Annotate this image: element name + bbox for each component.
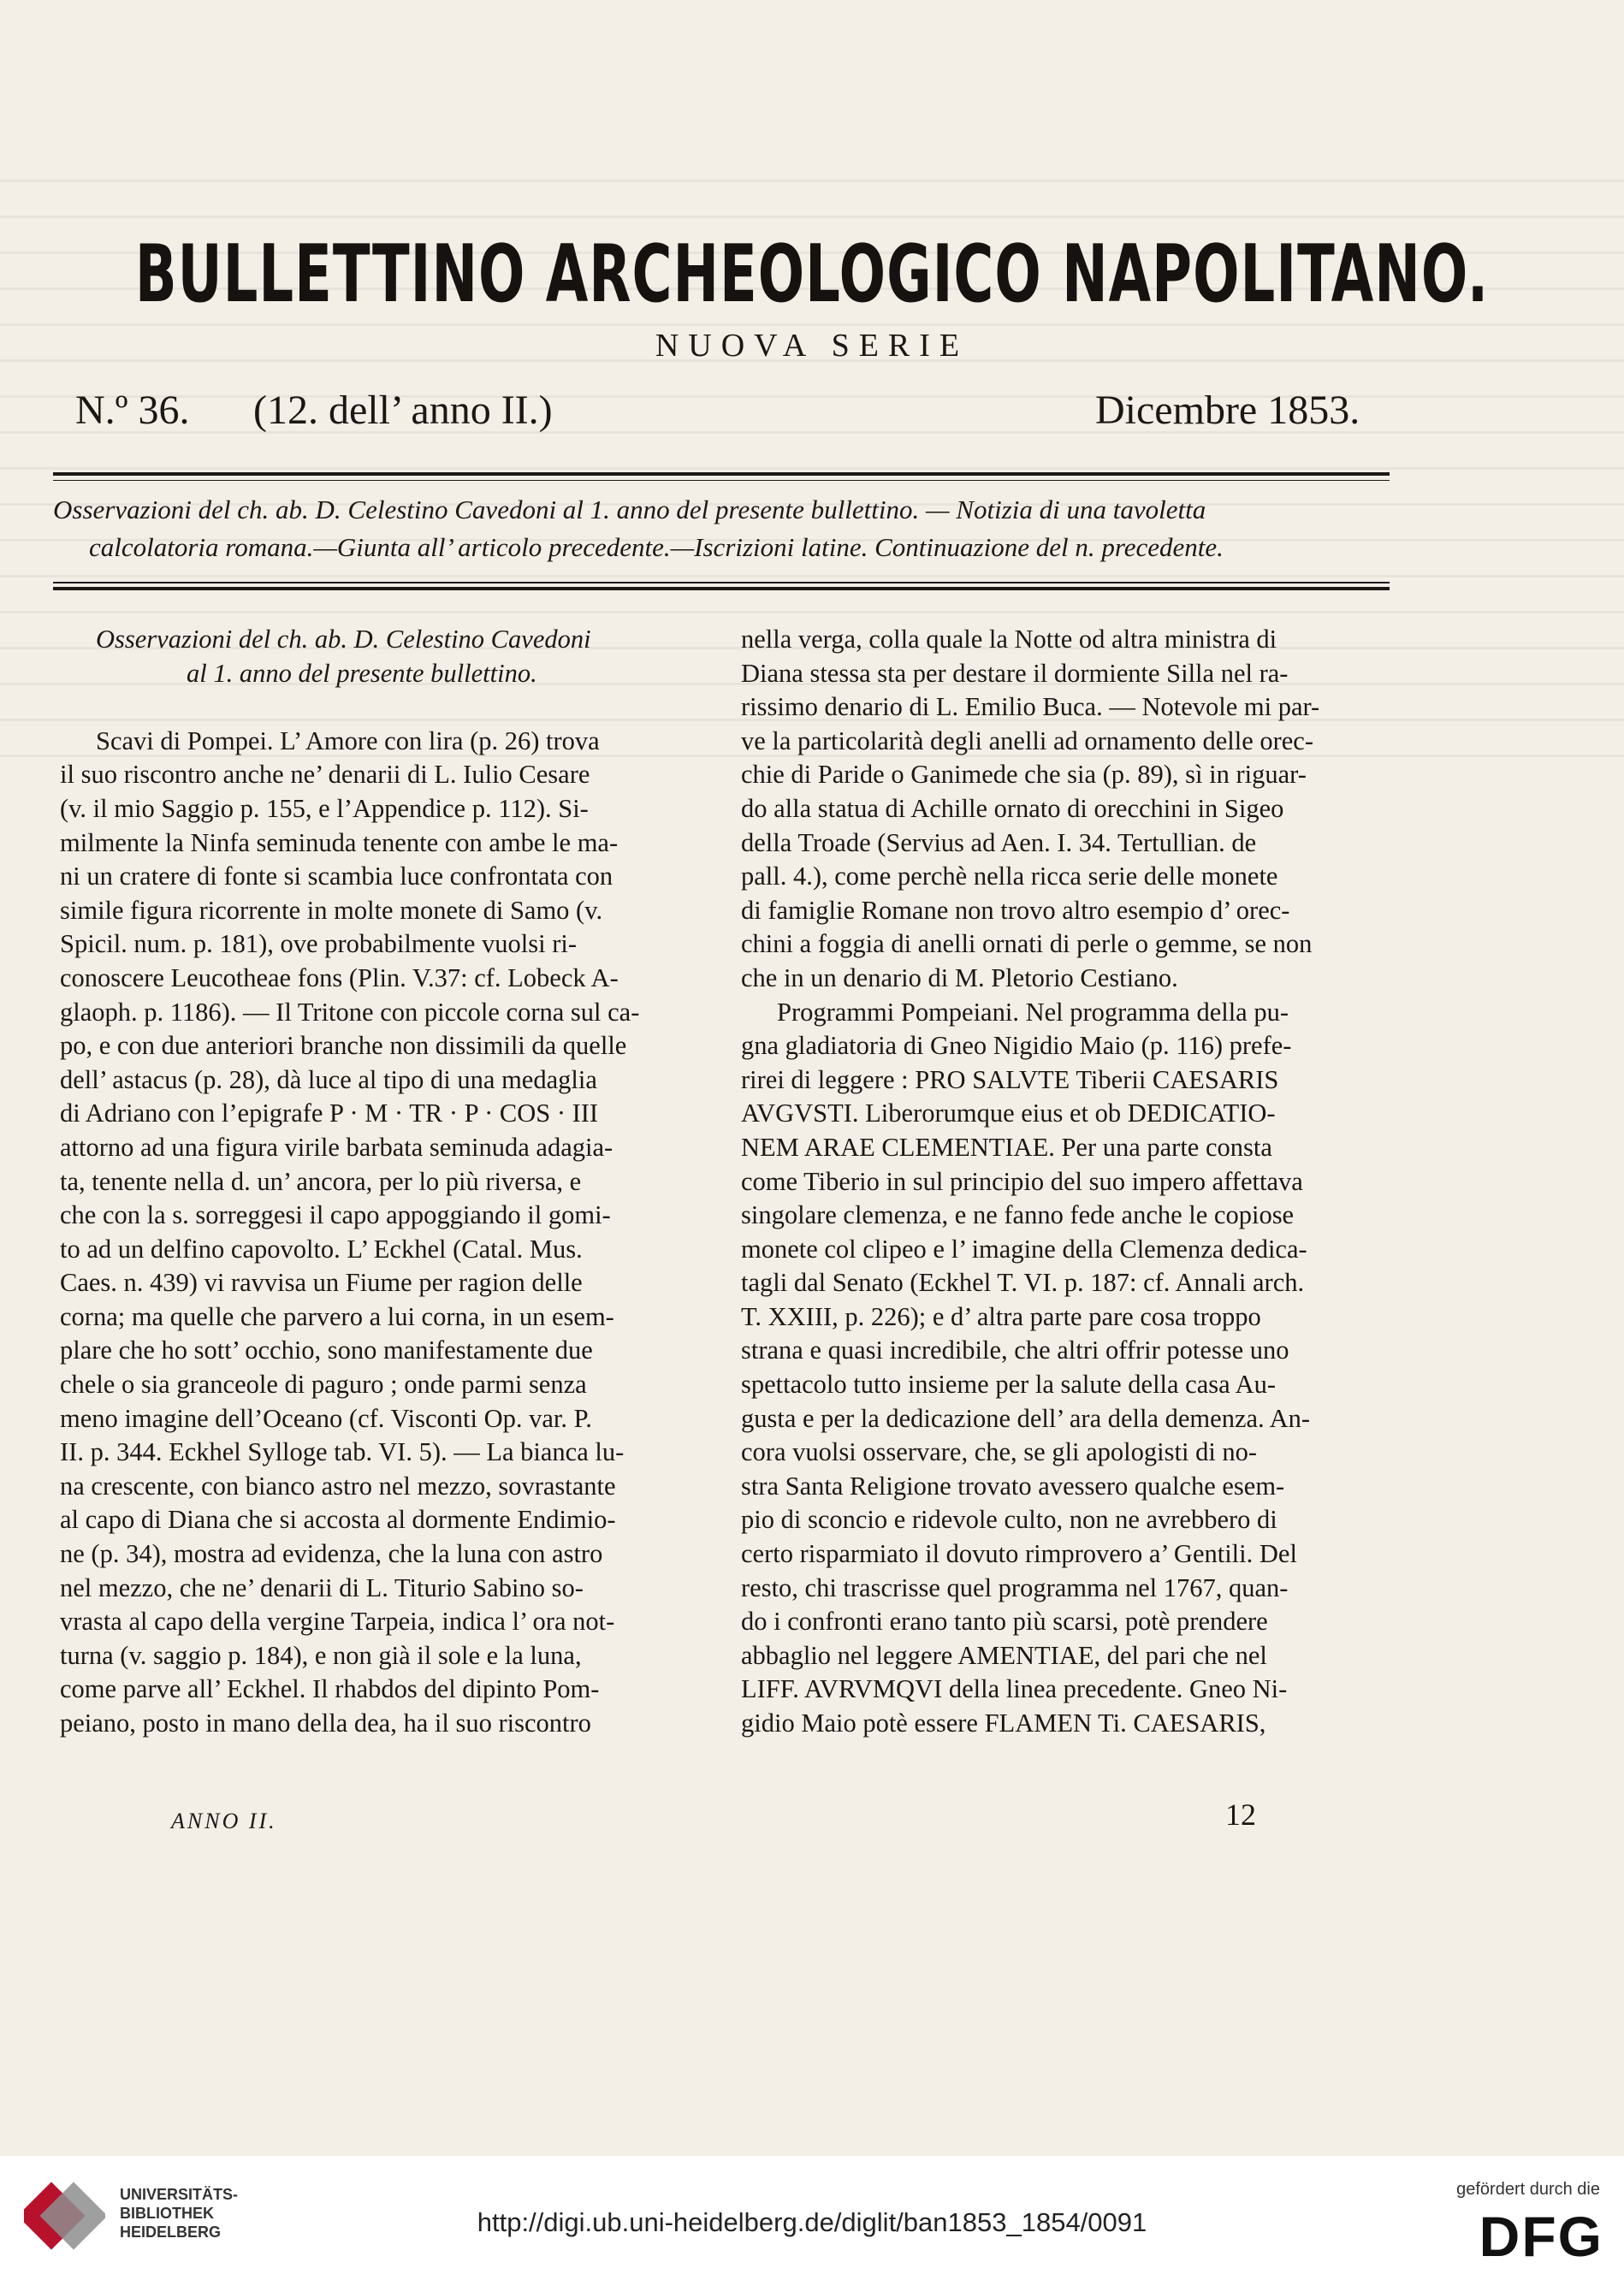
text-line: monete col clipeo e l’ imagine della Clemenza dedica-: [741, 1234, 1307, 1264]
text-line: che con la s. sorreggesi il capo appoggiando il gomi-: [60, 1200, 611, 1230]
text-line: nella verga, colla quale la Notte od altra ministra di: [741, 625, 1277, 654]
text-line: che in un denario di M. Pletorio Cestiano.: [741, 962, 1178, 992]
text-line: dell’ astacus (p. 28), dà luce al tipo di una medaglia: [60, 1064, 597, 1094]
dfg-logo: DFG: [1479, 2205, 1603, 2268]
issue-year: (12. dell’ anno II.): [253, 388, 553, 433]
text-line: nel mezzo, che ne’ denarii di L. Titurio Sabino so-: [60, 1572, 584, 1602]
text-line: al capo di Diana che si accosta al dormente Endimio-: [60, 1505, 616, 1535]
summary-line-1: Osservazioni del ch. ab. D. Celestino Cavedoni al 1. anno del presente bullettino. — Notizia di una tavoletta: [53, 494, 1206, 524]
text-line: na crescente, con bianco astro nel mezzo, sovrastante: [60, 1471, 616, 1501]
library-name-line: UNIVERSITÄTS-: [120, 2186, 239, 2203]
masthead-subtitle: NUOVA SERIE: [655, 328, 969, 364]
text-line: milmente la Ninfa seminuda tenente con ambe le ma-: [60, 827, 619, 857]
text-line: al 1. anno del presente bullettino.: [187, 658, 537, 688]
rule-bottom-thin: [53, 582, 1390, 583]
rule-top-thick: [53, 472, 1390, 476]
text-line: di famiglie Romane non trovo altro esempio d’ orec-: [741, 895, 1290, 925]
issue-number: N.º 36.: [75, 388, 190, 433]
text-line: Programmi Pompeiani. Nel programma della pu-: [777, 997, 1289, 1027]
text-line: Spicil. num. p. 181), ove probabilmente vuolsi ri-: [60, 929, 577, 959]
text-line: corna; ma quelle che parvero a lui corna, in un esem-: [60, 1301, 614, 1331]
text-line: resto, chi trascrisse quel programma nel 1767, quan-: [741, 1572, 1289, 1602]
text-line: ta, tenente nella d. un’ ancora, per lo più riversa, e: [60, 1166, 582, 1196]
text-line: Osservazioni del ch. ab. D. Celestino Cavedoni: [96, 625, 591, 654]
text-line: stra Santa Religione trovato avessero qualche esem-: [741, 1471, 1285, 1501]
text-line: do alla statua di Achille ornato di orecchini in Sigeo: [741, 793, 1284, 823]
text-line: abbaglio nel leggere AMENTIAE, del pari che nel: [741, 1640, 1267, 1670]
library-name-line: HEIDELBERG: [120, 2224, 222, 2241]
text-line: gusta e per la dedicazione dell’ ara della demenza. An-: [741, 1403, 1311, 1433]
text-line: NEM ARAE CLEMENTIAE. Per una parte consta: [741, 1132, 1272, 1162]
text-line: LIFF. AVRVMQVI della linea precedente. Gneo Ni-: [741, 1674, 1288, 1704]
text-line: singolare clemenza, e ne fanno fede anche le copiose: [741, 1200, 1295, 1230]
text-line: tagli dal Senato (Eckhel T. VI. p. 187: cf. Annali arch.: [741, 1268, 1305, 1298]
text-line: simile figura ricorrente in molte monete di Samo (v.: [60, 895, 603, 925]
text-line: spettacolo tutto insieme per la salute della casa Au-: [741, 1370, 1277, 1400]
text-line: AVGVSTI. Liberorumque eius et ob DEDICATIO-: [741, 1099, 1276, 1128]
text-line: rirei di leggere : PRO SALVTE Tiberii CAESARIS: [741, 1064, 1279, 1094]
masthead-title: BULLETTINO ARCHEOLOGICO NAPOLITANO.: [134, 229, 1490, 322]
library-name-line: BIBLIOTHEK: [120, 2205, 214, 2222]
text-line: pall. 4.), come perchè nella ricca serie delle monete: [741, 862, 1278, 891]
text-line: Diana stessa sta per destare il dormiente Silla nel ra-: [741, 658, 1289, 688]
text-line: Scavi di Pompei. L’ Amore con lira (p. 26) trova: [96, 725, 600, 755]
text-line: chele o sia granceole di paguro ; onde parmi senza: [60, 1370, 587, 1400]
text-line: gna gladiatoria di Gneo Nigidio Maio (p. 116) prefe-: [741, 1031, 1292, 1061]
signature-mark: ANNO II.: [171, 1809, 277, 1833]
text-line: come parve all’ Eckhel. Il rhabdos del dipinto Pom-: [60, 1674, 600, 1704]
text-line: ni un cratere di fonte si scambia luce confrontata con: [60, 862, 613, 891]
permalink-url[interactable]: http://digi.ub.uni-heidelberg.de/diglit/ban1853_1854/0091: [477, 2207, 1147, 2237]
text-line: conoscere Leucotheae fons (Plin. V.37: cf. Lobeck A-: [60, 962, 619, 992]
text-line: do i confronti erano tanto più scarsi, potè prendere: [741, 1607, 1268, 1637]
text-line: cora vuolsi osservare, che, se gli apologisti di no-: [741, 1437, 1258, 1467]
text-line: peiano, posto in mano della dea, ha il suo riscontro: [60, 1708, 591, 1738]
text-line: po, e con due anteriori branche non dissimili da quelle: [60, 1031, 627, 1061]
text-line: vrasta al capo della vergine Tarpeia, indica l’ ora not-: [60, 1607, 615, 1637]
text-line: certo risparmiato il dovuto rimprovero a’ Gentili. Del: [741, 1539, 1297, 1569]
page-number: 12: [1225, 1797, 1256, 1832]
text-line: plare che ho sott’ occhio, sono manifestamente due: [60, 1335, 593, 1365]
text-line: pio di sconcio e ridevole culto, non ne avrebbero di: [741, 1505, 1277, 1535]
text-line: di Adriano con l’epigrafe P · M · TR · P · COS · III: [60, 1099, 599, 1128]
text-line: il suo riscontro anche ne’ denarii di L. Iulio Cesare: [60, 760, 590, 790]
text-line: gidio Maio potè essere FLAMEN Ti. CAESARIS,: [741, 1708, 1266, 1738]
text-line: meno imagine dell’Oceano (cf. Visconti Op. var. P.: [60, 1403, 592, 1433]
viewer-footer: [0, 2156, 1624, 2274]
left-column: [60, 623, 719, 1741]
text-line: rissimo denario di L. Emilio Buca. — Notevole mi par-: [741, 692, 1320, 722]
rule-top-thin: [53, 480, 1390, 481]
funder-caption: gefördert durch die: [1456, 2180, 1600, 2199]
text-line: (v. il mio Saggio p. 155, e l’Appendice p. 112). Si-: [60, 793, 589, 823]
text-line: II. p. 344. Eckhel Sylloge tab. VI. 5). — La bianca lu-: [60, 1437, 625, 1467]
right-column: [741, 623, 1400, 1741]
text-line: turna (v. saggio p. 184), e non già il sole e la luna,: [60, 1640, 582, 1670]
text-line: glaoph. p. 1186). — Il Tritone con piccole corna sul ca-: [60, 997, 640, 1027]
text-line: chini a foggia di anelli ornati di perle o gemme, se non: [741, 929, 1313, 959]
text-line: ne (p. 34), mostra ad evidenza, che la luna con astro: [60, 1539, 603, 1569]
text-line: strana e quasi incredibile, che altri offrir potesse uno: [741, 1335, 1289, 1365]
text-line: come Tiberio in sul principio del suo impero affettava: [741, 1166, 1303, 1196]
text-line: Caes. n. 439) vi ravvisa un Fiume per ragion delle: [60, 1268, 583, 1298]
text-line: T. XXIII, p. 226); e d’ altra parte pare cosa troppo: [741, 1301, 1261, 1331]
text-line: della Troade (Servius ad Aen. I. 34. Tertullian. de: [741, 827, 1257, 857]
rule-bottom-thick: [53, 587, 1390, 590]
summary-line-2: calcolatoria romana.—Giunta all’ articolo precedente.—Iscrizioni latine. Continuazione del n. precedente.: [89, 532, 1224, 562]
issue-date: Dicembre 1853.: [1095, 388, 1360, 433]
text-line: to ad un delfino capovolto. L’ Eckhel (Catal. Mus.: [60, 1234, 583, 1264]
text-line: [60, 690, 719, 725]
text-line: chie di Paride o Ganimede che sia (p. 89), sì in riguar-: [741, 760, 1307, 790]
text-line: ve la particolarità degli anelli ad ornamento delle orec-: [741, 725, 1313, 755]
text-line: attorno ad una figura virile barbata seminuda adagia-: [60, 1132, 613, 1162]
